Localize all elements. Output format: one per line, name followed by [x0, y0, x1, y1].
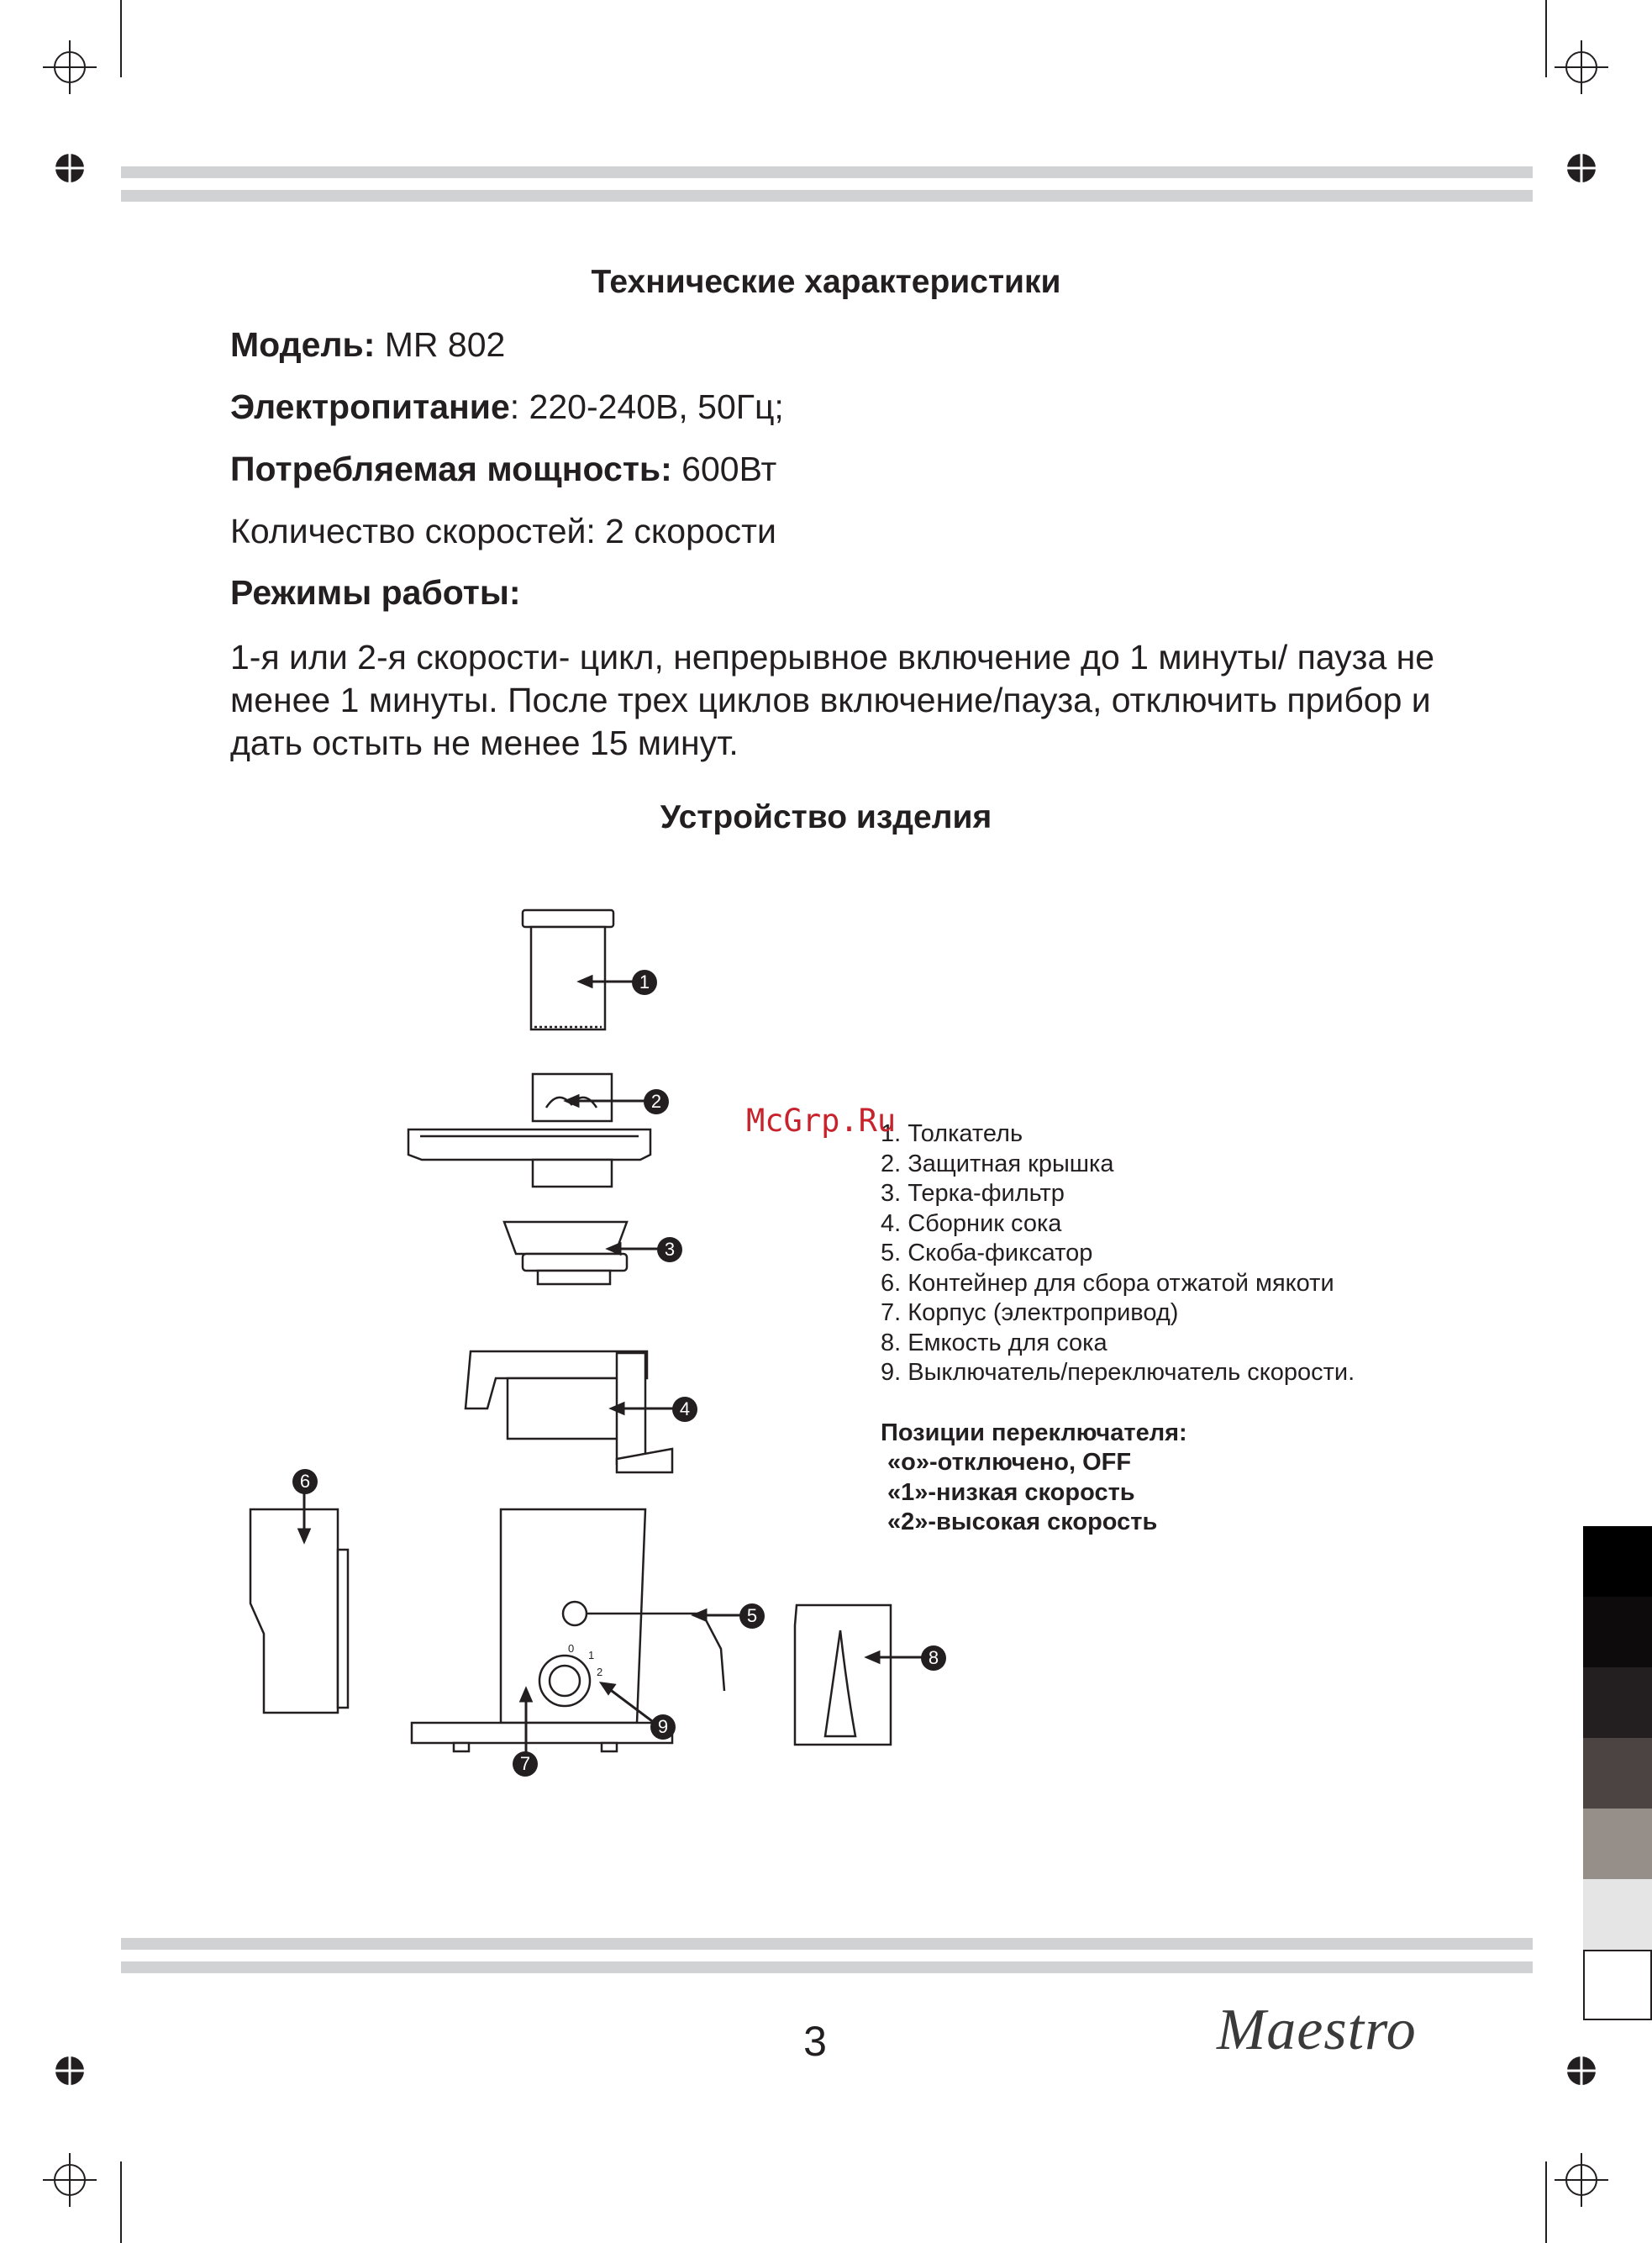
legend-item: 7. Корпус (электропривод): [881, 1299, 1179, 1326]
device-title: Устройство изделия: [660, 799, 992, 835]
legend-item: 1. Толкатель: [881, 1120, 1023, 1147]
color-swatch: [1583, 1738, 1652, 1809]
specs-title: Технические характеристики: [591, 264, 1061, 300]
callout-4: 4: [672, 1397, 697, 1422]
legend-item: 9. Выключатель/переключатель скорости.: [881, 1359, 1355, 1386]
dial-mark-1: 1: [588, 1649, 595, 1661]
legend-item: 8. Емкость для сока: [881, 1329, 1107, 1356]
footer-bar: [121, 1938, 1533, 1950]
switch-position: «о»-отключено, OFF: [887, 1449, 1132, 1476]
page-number: 3: [803, 2018, 827, 2065]
parts-legend: [881, 1119, 1355, 1538]
legend-item: 5. Скоба-фиксатор: [881, 1240, 1093, 1266]
spec-speeds: Количество скоростей: 2 скорости: [230, 512, 776, 550]
callout-6: 6: [292, 1469, 318, 1494]
callout-3: 3: [657, 1237, 682, 1262]
spec-model-value: MR 802: [375, 325, 506, 364]
color-swatch: [1583, 1667, 1652, 1738]
legend-item: 3. Терка-фильтр: [881, 1180, 1065, 1207]
callout-9: 9: [650, 1714, 676, 1740]
color-swatch: [1583, 1809, 1652, 1879]
callout-5: 5: [739, 1603, 765, 1629]
juice-jug-drawing: [795, 1605, 891, 1745]
motor-housing-drawing: [412, 1509, 672, 1751]
modes-label: Режимы работы:: [230, 573, 521, 612]
callout-1: 1: [632, 970, 657, 995]
watermark: McGrp.Ru: [746, 1103, 897, 1139]
switch-positions-title: Позиции переключателя:: [881, 1419, 1187, 1446]
grater-drawing: [504, 1222, 627, 1284]
color-swatch: [1583, 1526, 1652, 1597]
switch-position: «1»-низкая скорость: [887, 1478, 1135, 1506]
callout-2: 2: [644, 1089, 669, 1114]
color-swatch: [1583, 1879, 1652, 1950]
legend-item: 6. Контейнер для сбора отжатой мякоти: [881, 1269, 1334, 1297]
modes-description: 1-я или 2-я скорости- цикл, непрерывное включение до 1 минуты/ пауза не менее 1 минуты. После трех циклов включение/пауза, отключить прибор и дать остыть не менее 15 минут.: [230, 638, 1435, 762]
footer-bar: [121, 1961, 1533, 1973]
pusher-drawing: [523, 910, 613, 1029]
spec-consumption-label: Потребляемая мощность:: [230, 450, 672, 488]
color-swatch: [1583, 1950, 1652, 2020]
callout-8: 8: [921, 1645, 946, 1671]
callout-7: 7: [513, 1751, 538, 1777]
dial-mark-0: 0: [568, 1642, 575, 1655]
cover-drawing: [408, 1074, 650, 1187]
spec-power-label: Электропитание: [230, 387, 510, 426]
spec-consumption-value: 600Вт: [671, 450, 777, 488]
switch-position: «2»-высокая скорость: [887, 1508, 1158, 1535]
juice-collector-drawing: [466, 1351, 672, 1472]
spec-power-value: : 220-240В, 50Гц;: [509, 387, 784, 426]
pulp-container-drawing: [250, 1509, 348, 1713]
spec-model-label: Модель:: [230, 325, 376, 364]
dial-mark-2: 2: [597, 1666, 603, 1678]
brand-logo: Maestro: [1217, 1998, 1417, 2062]
legend-item: 2. Защитная крышка: [881, 1150, 1114, 1177]
color-swatch: [1583, 1597, 1652, 1667]
legend-item: 4. Сборник сока: [881, 1209, 1062, 1237]
